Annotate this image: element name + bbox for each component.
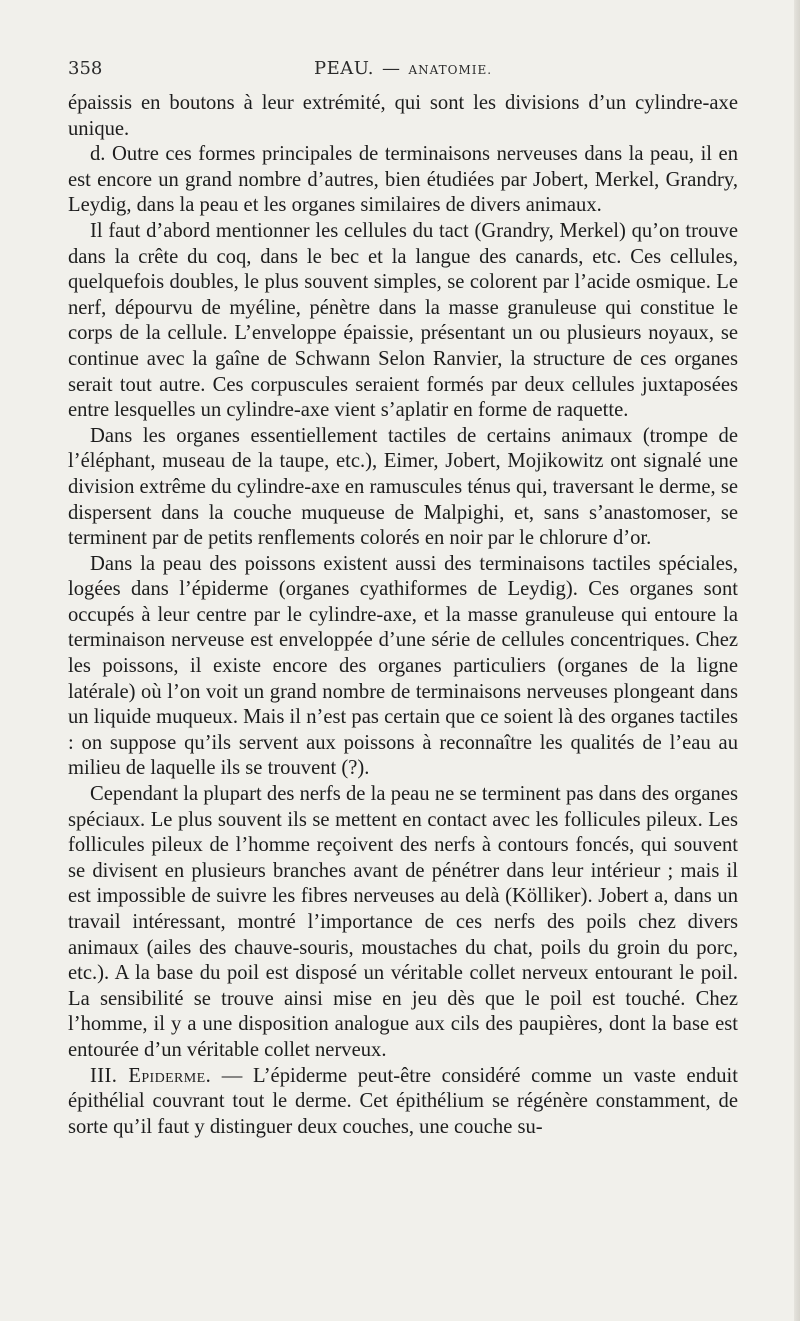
paragraph-2: d. Outre ces formes principales de terminaisons nerveuses dans la peau, il en est encore un grand nombre d’autres, bien étudiées par Jobert, Merkel, Grandry, Leydig, dans la peau et les organes similaires de divers animaux. xyxy=(68,143,738,217)
paragraph-7-text: — L’épiderme peut-être considéré comme un vaste enduit épithélial couvrant tout le derme. Cet épithélium se régénère constamment, de sorte qu’il faut y distinguer deux couches, une couche su- xyxy=(68,1064,739,1138)
running-title-main: PEAU. xyxy=(314,58,374,79)
paragraph-3: Il faut d’abord mentionner les cellules du tact (Grandry, Merkel) qu’on trouve dans la crête du coq, dans le bec et la langue des canards, etc. Ces cellules, quelquefois doubles, le plus souvent simples, se colorent par l’acide osmique. Le nerf, dépourvu de myéline, pénètre dans la masse granuleuse qui constitue le corps de la cellule. L’enveloppe épaissie, présentant un ou plusieurs noyaux, se continue avec la gaîne de Schwann Selon Ranvier, la structure de ces organes serait tout autre. Ces corpuscules seraient formés par deux cellules juxtaposées entre lesquelles un cylindre-axe vient s’aplatir en forme de raquette. xyxy=(68,219,738,422)
running-title xyxy=(314,58,492,79)
running-header xyxy=(68,58,738,88)
paragraph-4: Dans les organes essentiellement tactiles de certains animaux (trompe de l’éléphant, museau de la taupe, etc.), Eimer, Jobert, Mojikowitz ont signalé une division extrême du cylindre-axe en ramuscules ténus qui, traversant le derme, se dispersent dans la couche muqueuse de Malpighi, et, sans s’anastomoser, se terminent par de petits renflements colorés en noir par le chlorure d’or. xyxy=(68,424,738,550)
section-heading-epiderme: III. Epiderme. xyxy=(90,1064,212,1087)
paragraph-5: Dans la peau des poissons existent aussi des terminaisons tactiles spéciales, logées dans l’épiderme (organes cyathiformes de Leydig). Ces organes sont occupés à leur centre par le cylindre-axe, et la masse granuleuse qui entoure la terminaison nerveuse est enveloppée d’une série de cellules concentriques. Chez les poissons, il existe encore des organes particuliers (organes de la ligne latérale) où l’on voit un grand nombre de terminaisons nerveuses plongeant dans un liquide muqueux. Mais il n’est pas certain que ce soient là des organes tactiles : on suppose qu’ils servent aux poissons à reconnaître les qualités de l’eau au milieu de laquelle ils se trouvent (?). xyxy=(68,552,738,780)
paragraph-1: épaissis en boutons à leur extrémité, qui sont les divisions d’un cylindre-axe unique. xyxy=(68,92,738,140)
page-number: 358 xyxy=(68,58,103,79)
body-text xyxy=(68,91,738,1140)
paragraph-6: Cependant la plupart des nerfs de la peau ne se terminent pas dans des organes spéciaux. Le plus souvent ils se mettent en contact avec les follicules pileux. Les follicules pileux de l’homme reçoivent des nerfs à contours foncés, qui souvent se divisent en plusieurs branches avant de pénétrer dans leur intérieur ; mais il est impossible de suivre les fibres nerveuses au delà (Kölliker). Jobert a, dans un travail intéressant, montré l’importance de ces nerfs des poils chez divers animaux (ailes des chauve-souris, moustaches du chat, poils du groin du porc, etc.). A la base du poil est disposé un véritable collet nerveux entourant le poil. La sensibilité se trouve ainsi mise en jeu dès que le poil est touché. Chez l’homme, il y a une disposition analogue aux cils des paupières, dont la base est entourée d’un véritable collet nerveux. xyxy=(68,783,738,1061)
page-edge xyxy=(794,0,800,1321)
paragraph-7 xyxy=(68,1064,738,1141)
running-title-separator: — xyxy=(382,58,401,79)
running-title-sub: ANATOMIE. xyxy=(408,63,493,77)
